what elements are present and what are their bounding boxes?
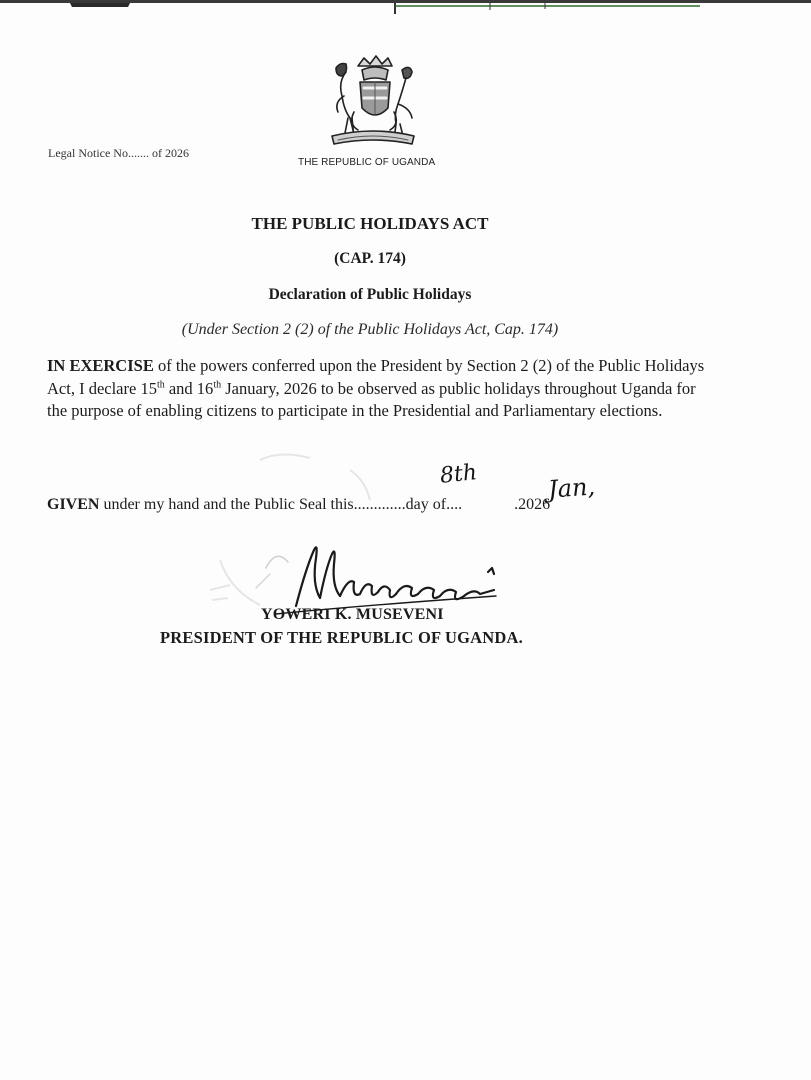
given-year: .2026	[514, 496, 551, 513]
body-text-3: January, 2026 to be observed as public holidays throughout Uganda for the purpose of enabling citizens to participate in the Presidential and Parliamentary elections.	[47, 378, 696, 420]
given-text-2: day of..	[405, 496, 455, 513]
republic-label: THE REPUBLIC OF UGANDA	[298, 157, 436, 168]
top-border-decoration	[0, 0, 811, 14]
declaration-paragraph	[47, 355, 707, 423]
body-text-1: of the powers conferred upon the President by Section 2 (2) of the Public Holidays Act, I declare 15	[47, 356, 705, 398]
declaration-title: Declaration of Public Holidays	[268, 286, 472, 303]
legal-notice-number: Legal Notice No....... of 2026	[48, 146, 189, 160]
body-text-2: and 16	[164, 378, 214, 398]
sup-2: th	[213, 379, 222, 390]
signatory-name: YOWERI K. MUSEVENI	[261, 606, 444, 623]
handwritten-day: 8th	[438, 460, 479, 489]
sup-1: th	[156, 379, 165, 390]
under-section-reference: (Under Section 2 (2) of the Public Holidays Act, Cap. 174)	[181, 321, 559, 338]
in-exercise-lead: IN EXERCISE	[47, 356, 154, 375]
given-under-hand-line	[47, 496, 550, 514]
signatory-title: PRESIDENT OF THE REPUBLIC OF UGANDA.	[160, 628, 523, 647]
given-dots-1: ..........	[365, 496, 406, 513]
uganda-coat-of-arms-icon	[318, 52, 428, 152]
cap-number: (CAP. 174)	[334, 250, 406, 267]
act-title: THE PUBLIC HOLIDAYS ACT	[251, 214, 489, 233]
given-lead: GIVEN	[47, 496, 100, 513]
handwritten-month: Jan,	[547, 472, 596, 504]
given-dots-2: ..	[454, 496, 463, 513]
given-text-1: under my hand and the Public Seal this...	[99, 496, 366, 513]
